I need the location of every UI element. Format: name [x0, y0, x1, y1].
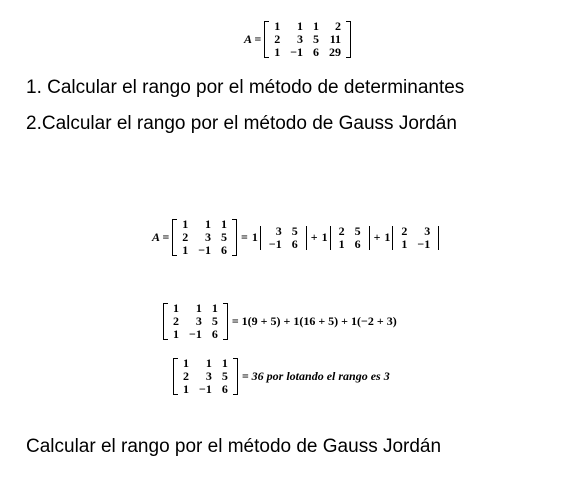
matrix-cell: −1: [290, 45, 304, 59]
minor-row: [396, 238, 435, 251]
minor-cell: 3: [424, 223, 431, 238]
matrix-cell: 1: [195, 301, 202, 315]
minor-cell: 1: [338, 236, 345, 251]
expansion-matrix: [172, 218, 237, 257]
plus-sign: +: [373, 230, 381, 244]
equals-sign: =: [241, 230, 248, 244]
conclusion-line: [173, 357, 390, 396]
matrix-row: [269, 46, 346, 59]
evaluation-line: [163, 302, 397, 341]
matrix-cell: 1: [173, 327, 179, 341]
matrix-cell: 1: [205, 356, 212, 370]
matrix-cell: 5: [211, 314, 218, 328]
matrix-cell: 1: [183, 356, 189, 370]
matrix-cell: 2: [182, 230, 189, 244]
minor-cell: 6: [354, 236, 361, 251]
matrix-cell: 11: [329, 32, 342, 46]
top-matrix-table: [269, 20, 346, 59]
matrix-cell: 5: [221, 230, 228, 244]
determinant-expansion: [152, 218, 439, 257]
matrix-row: [178, 383, 233, 396]
matrix-cell: 3: [205, 369, 212, 383]
matrix-cell: −1: [199, 382, 212, 396]
matrix-cell: 3: [297, 32, 304, 46]
term-coef: 1: [384, 230, 391, 244]
matrix-cell: 2: [183, 369, 189, 383]
matrix-cell: 6: [221, 382, 228, 396]
minor-row: [264, 225, 303, 238]
evaluation-result: = 1(9 + 5) + 1(16 + 5) + 1(−2 + 3): [231, 314, 397, 328]
evaluation-matrix: [163, 302, 228, 341]
matrix-row: [177, 244, 232, 257]
matrix-cell: 6: [313, 45, 320, 59]
matrix-cell: 1: [274, 45, 281, 59]
plus-sign: +: [310, 230, 318, 244]
minor-determinant: [392, 225, 439, 251]
minor-row: [396, 225, 435, 238]
matrix-cell: 1: [183, 382, 189, 396]
minor-table: [264, 225, 303, 251]
question-1: 1. Calcular el rango por el método de determinantes: [26, 77, 465, 98]
matrix-cell: 1: [221, 356, 228, 370]
matrix-cell: −1: [189, 327, 202, 341]
minor-cell: 1: [401, 236, 408, 251]
conclusion-result: = 36 por lotando el rango es 3: [241, 369, 390, 383]
matrix-cell: 5: [221, 369, 228, 383]
minor-determinant: [260, 225, 307, 251]
matrix-cell: 1: [313, 19, 320, 33]
matrix-cell: 5: [313, 32, 320, 46]
conclusion-matrix: [173, 357, 238, 396]
minor-row: [264, 238, 303, 251]
matrix-cell: 1: [221, 217, 228, 231]
matrix-cell: 1: [173, 301, 179, 315]
term-coef: 1: [321, 230, 328, 244]
matrix-cell: −1: [198, 243, 212, 257]
minor-table: [396, 225, 435, 251]
matrix-cell: 3: [195, 314, 202, 328]
matrix-cell: 2: [335, 19, 342, 33]
minor-table: [334, 225, 366, 251]
minor-cell: 5: [291, 223, 298, 238]
minor-row: [334, 225, 366, 238]
term-coef: 1: [251, 230, 258, 244]
evaluation-matrix-table: [168, 302, 223, 341]
minor-cell: 6: [291, 236, 298, 251]
minor-cell: −1: [268, 236, 282, 251]
minor-determinant: [330, 225, 370, 251]
matrix-cell: 1: [182, 217, 189, 231]
matrix-cell: 1: [211, 301, 218, 315]
matrix-row: [168, 328, 223, 341]
matrix-cell: 3: [205, 230, 212, 244]
top-equation: [244, 20, 351, 59]
matrix-cell: 29: [329, 45, 342, 59]
matrix-cell: 1: [274, 19, 281, 33]
expansion-matrix-table: [177, 218, 232, 257]
minor-cell: 2: [401, 223, 408, 238]
matrix-cell: 6: [221, 243, 228, 257]
top-matrix: [264, 20, 351, 59]
minor-cell: −1: [417, 236, 431, 251]
minor-cell: 2: [338, 223, 345, 238]
expansion-lhs: A =: [152, 230, 170, 244]
matrix-cell: 2: [274, 32, 281, 46]
conclusion-matrix-table: [178, 357, 233, 396]
matrix-cell: 1: [182, 243, 189, 257]
matrix-cell: 2: [173, 314, 179, 328]
minor-cell: 3: [275, 223, 282, 238]
question-2: 2.Calcular el rango por el método de Gauss Jordán: [26, 113, 457, 134]
top-equation-lhs: A =: [244, 32, 262, 46]
matrix-cell: 6: [211, 327, 218, 341]
matrix-cell: 1: [297, 19, 304, 33]
matrix-cell: 1: [205, 217, 212, 231]
minor-cell: 5: [354, 223, 361, 238]
minor-row: [334, 238, 366, 251]
footer-text: Calcular el rango por el método de Gauss Jordán: [26, 436, 442, 457]
